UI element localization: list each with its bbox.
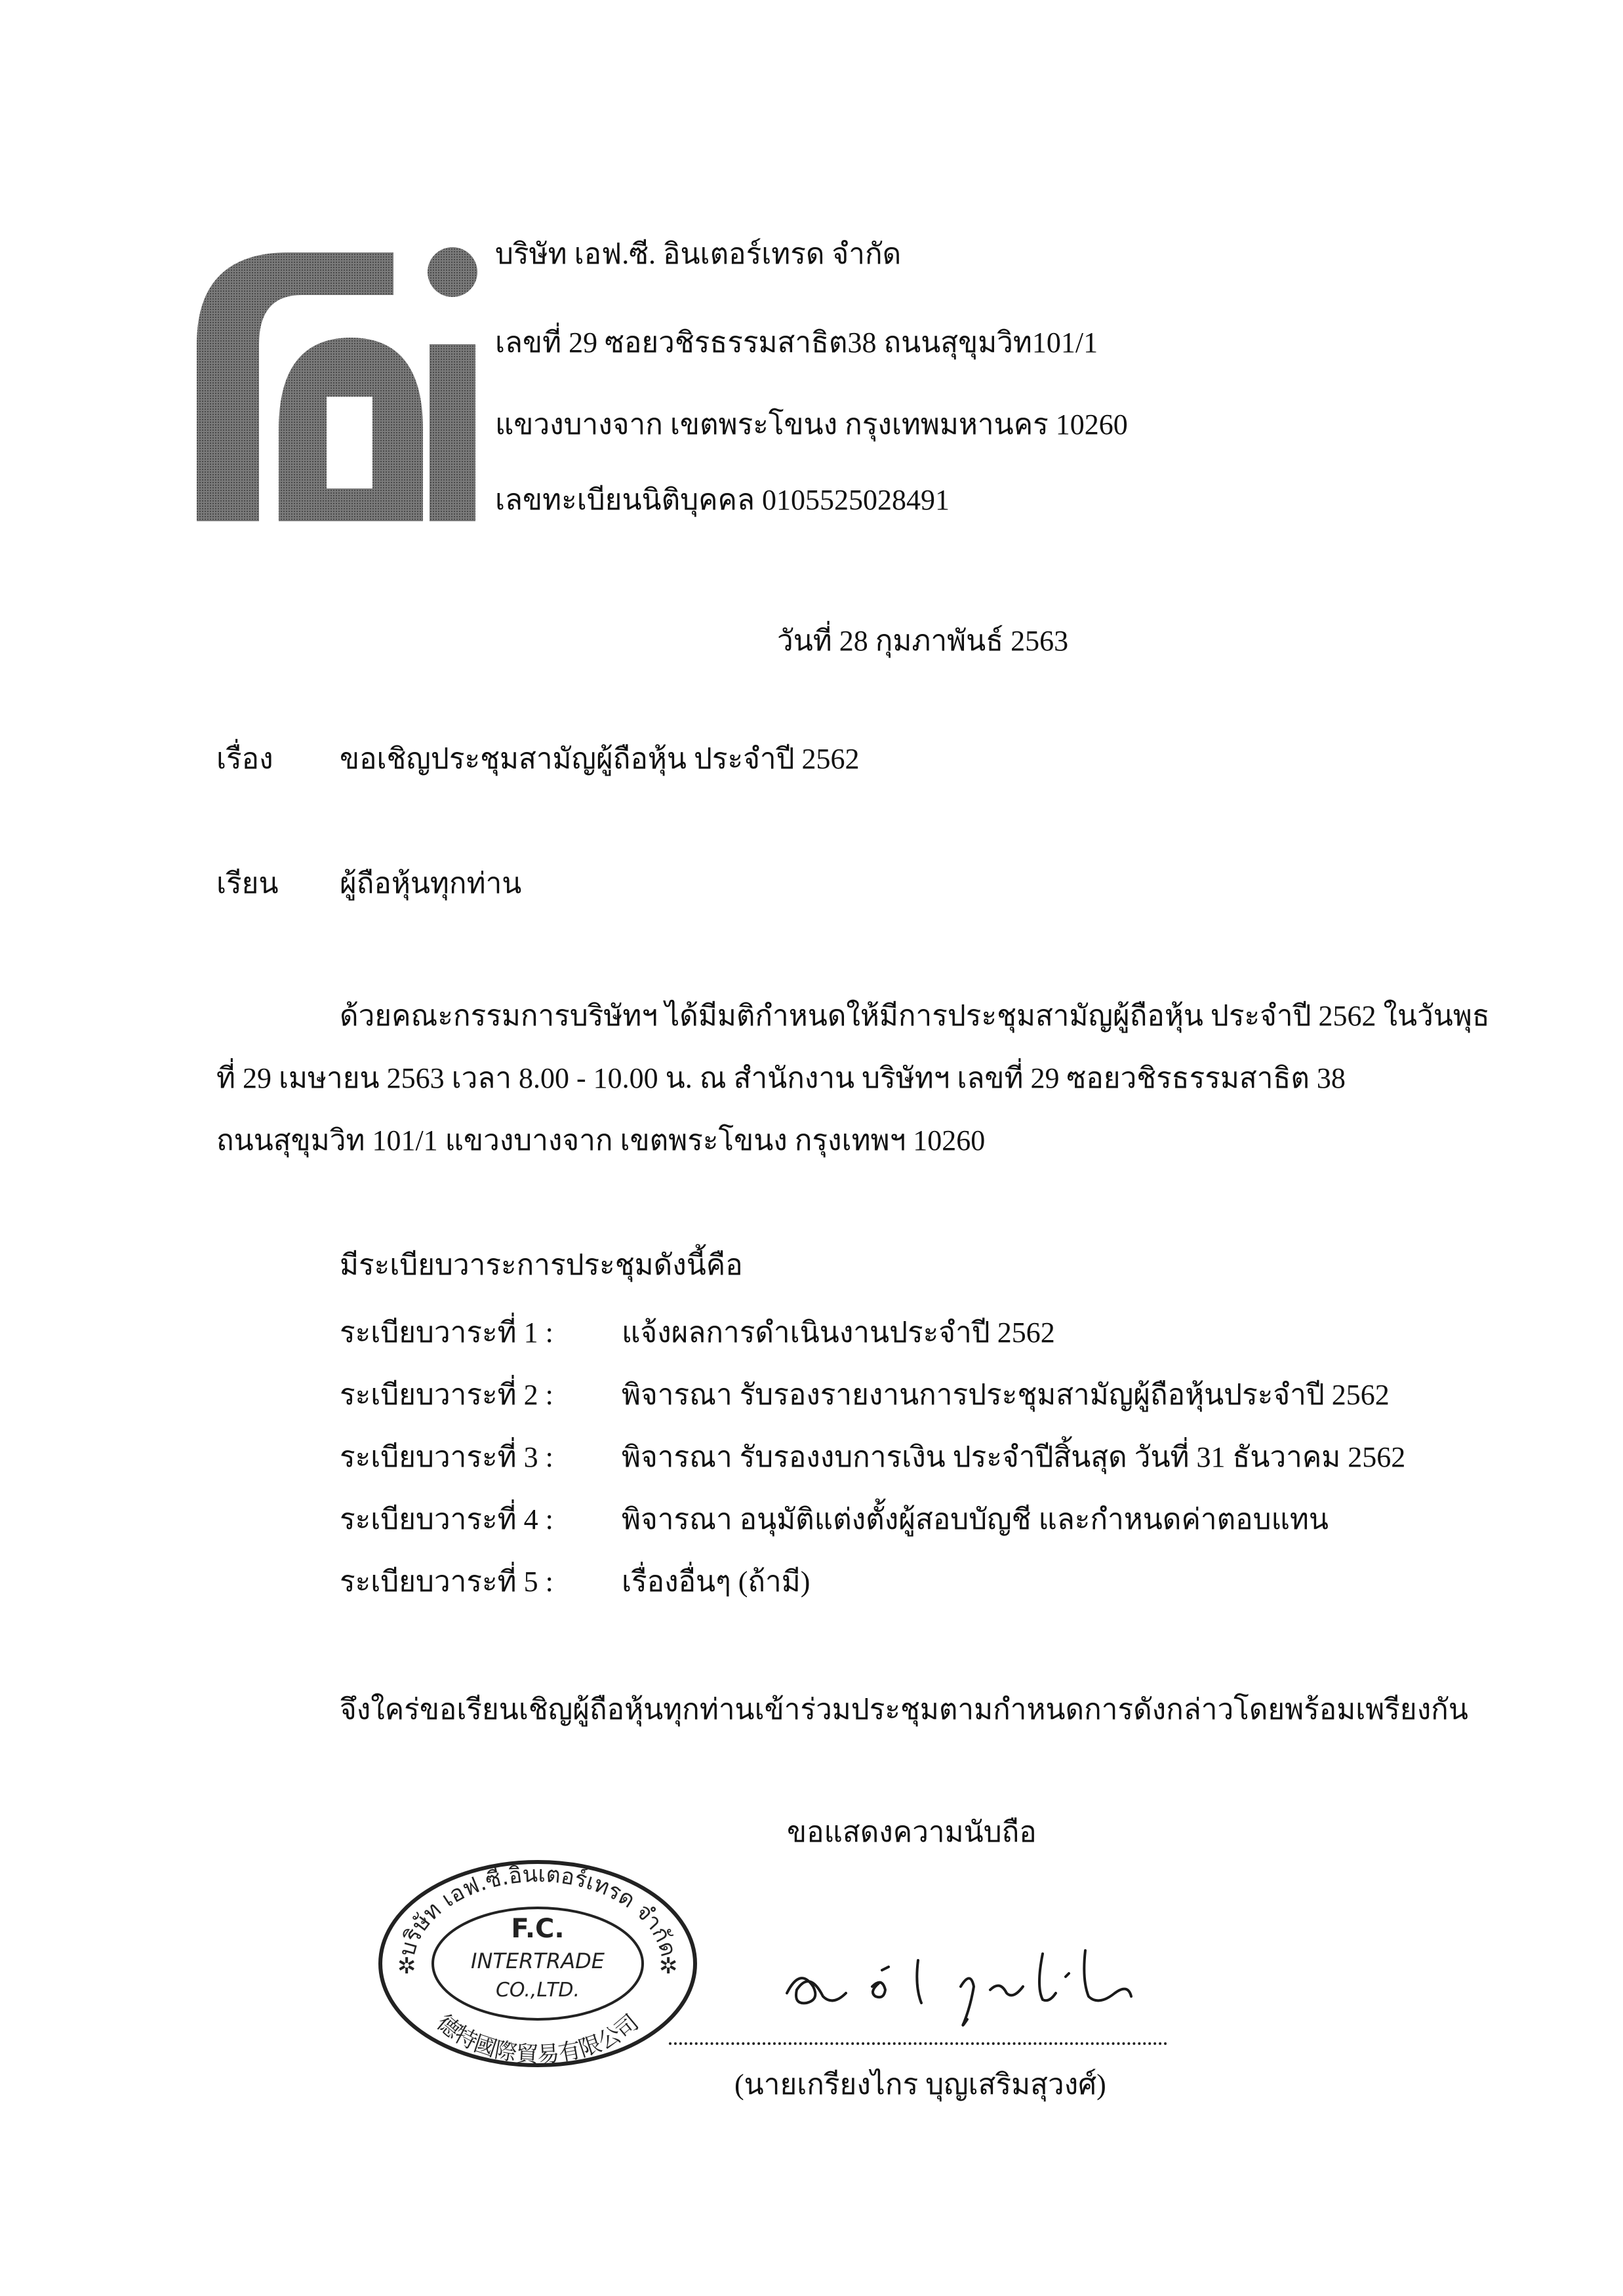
- seal-chinese-text: 德特國際貿易有限公司: [431, 2009, 645, 2068]
- agenda-item-text: พิจารณา รับรองงบการเงิน ประจำปีสิ้นสุด วันที่ 31 ธันวาคม 2562: [622, 1441, 1406, 1473]
- signatory-name: (นายเกรียงไกร บุญเสริมสุวงศ์): [734, 2068, 1106, 2101]
- agenda-item-label: ระเบียบวาระที่ 3 :: [340, 1441, 553, 1473]
- handwritten-signature: [774, 1914, 1141, 2032]
- body-line-3: ถนนสุขุมวิท 101/1 แขวงบางจาก เขตพระโขนง กรุงเทพฯ 10260: [216, 1124, 986, 1157]
- seal-line-2: INTERTRADE: [471, 1949, 605, 1973]
- seal-line-3: CO.,LTD.: [495, 1979, 580, 2002]
- agenda-item-text: เรื่องอื่นๆ (ถ้ามี): [622, 1566, 811, 1598]
- company-logo: [197, 233, 479, 521]
- seal-star-icon: ✲: [659, 1953, 678, 1979]
- agenda-item-text: พิจารณา อนุมัติแต่งตั้งผู้สอบบัญชี และกำหนดค่าตอบแทน: [622, 1503, 1329, 1535]
- agenda-item-text: พิจารณา รับรองรายงานการประชุมสามัญผู้ถือหุ้นประจำปี 2562: [622, 1379, 1390, 1411]
- body-line-1: ด้วยคณะกรรมการบริษัทฯ ได้มีมติกำหนดให้มีการประชุมสามัญผู้ถือหุ้น ประจำปี 2562 ในวันพุธ: [340, 1000, 1490, 1032]
- seal-thai-text: บริษัท เอฟ.ซี.อินเตอร์เทรด จำกัด: [393, 1861, 682, 1960]
- addressee-text: ผู้ถือหุ้นทุกท่าน: [340, 867, 522, 900]
- letter-date: วันที่ 28 กุมภาพันธ์ 2563: [777, 625, 1069, 657]
- agenda-item-label: ระเบียบวาระที่ 1 :: [340, 1316, 553, 1349]
- address-line-2: แขวงบางจาก เขตพระโขนง กรุงเทพมหานคร 10260: [495, 408, 1128, 441]
- subject-label: เรื่อง: [216, 743, 273, 775]
- agenda-intro: มีระเบียบวาระการประชุมดังนี้คือ: [340, 1249, 743, 1281]
- seal-star-icon: ✲: [397, 1953, 416, 1979]
- address-line-1: เลขที่ 29 ซอยวชิรธรรมสาธิต38 ถนนสุขุมวิท101/1: [495, 327, 1098, 359]
- registration-number: เลขทะเบียนนิติบุคคล 0105525028491: [495, 484, 950, 516]
- agenda-item-label: ระเบียบวาระที่ 5 :: [340, 1566, 553, 1598]
- subject-text: ขอเชิญประชุมสามัญผู้ถือหุ้น ประจำปี 2562: [340, 743, 860, 775]
- addressee-label: เรียน: [216, 867, 279, 900]
- seal-line-1: F.C.: [511, 1914, 565, 1944]
- agenda-item-label: ระเบียบวาระที่ 4 :: [340, 1503, 553, 1535]
- agenda-item-text: แจ้งผลการดำเนินงานประจำปี 2562: [622, 1316, 1055, 1349]
- company-seal: [374, 1855, 702, 2072]
- signature-line: [669, 2042, 1167, 2045]
- regards-text: ขอแสดงความนับถือ: [787, 1816, 1037, 1848]
- body-line-2: ที่ 29 เมษายน 2563 เวลา 8.00 - 10.00 น. ณ สำนักงาน บริษัทฯ เลขที่ 29 ซอยวชิรธรรมสาธิต 38: [216, 1062, 1346, 1094]
- closing-invitation: จึงใคร่ขอเรียนเชิญผู้ถือหุ้นทุกท่านเข้าร่วมประชุมตามกำหนดการดังกล่าวโดยพร้อมเพรียงกัน: [340, 1693, 1468, 1726]
- company-name: บริษัท เอฟ.ซี. อินเตอร์เทรด จำกัด: [495, 238, 902, 270]
- agenda-item-label: ระเบียบวาระที่ 2 :: [340, 1379, 553, 1411]
